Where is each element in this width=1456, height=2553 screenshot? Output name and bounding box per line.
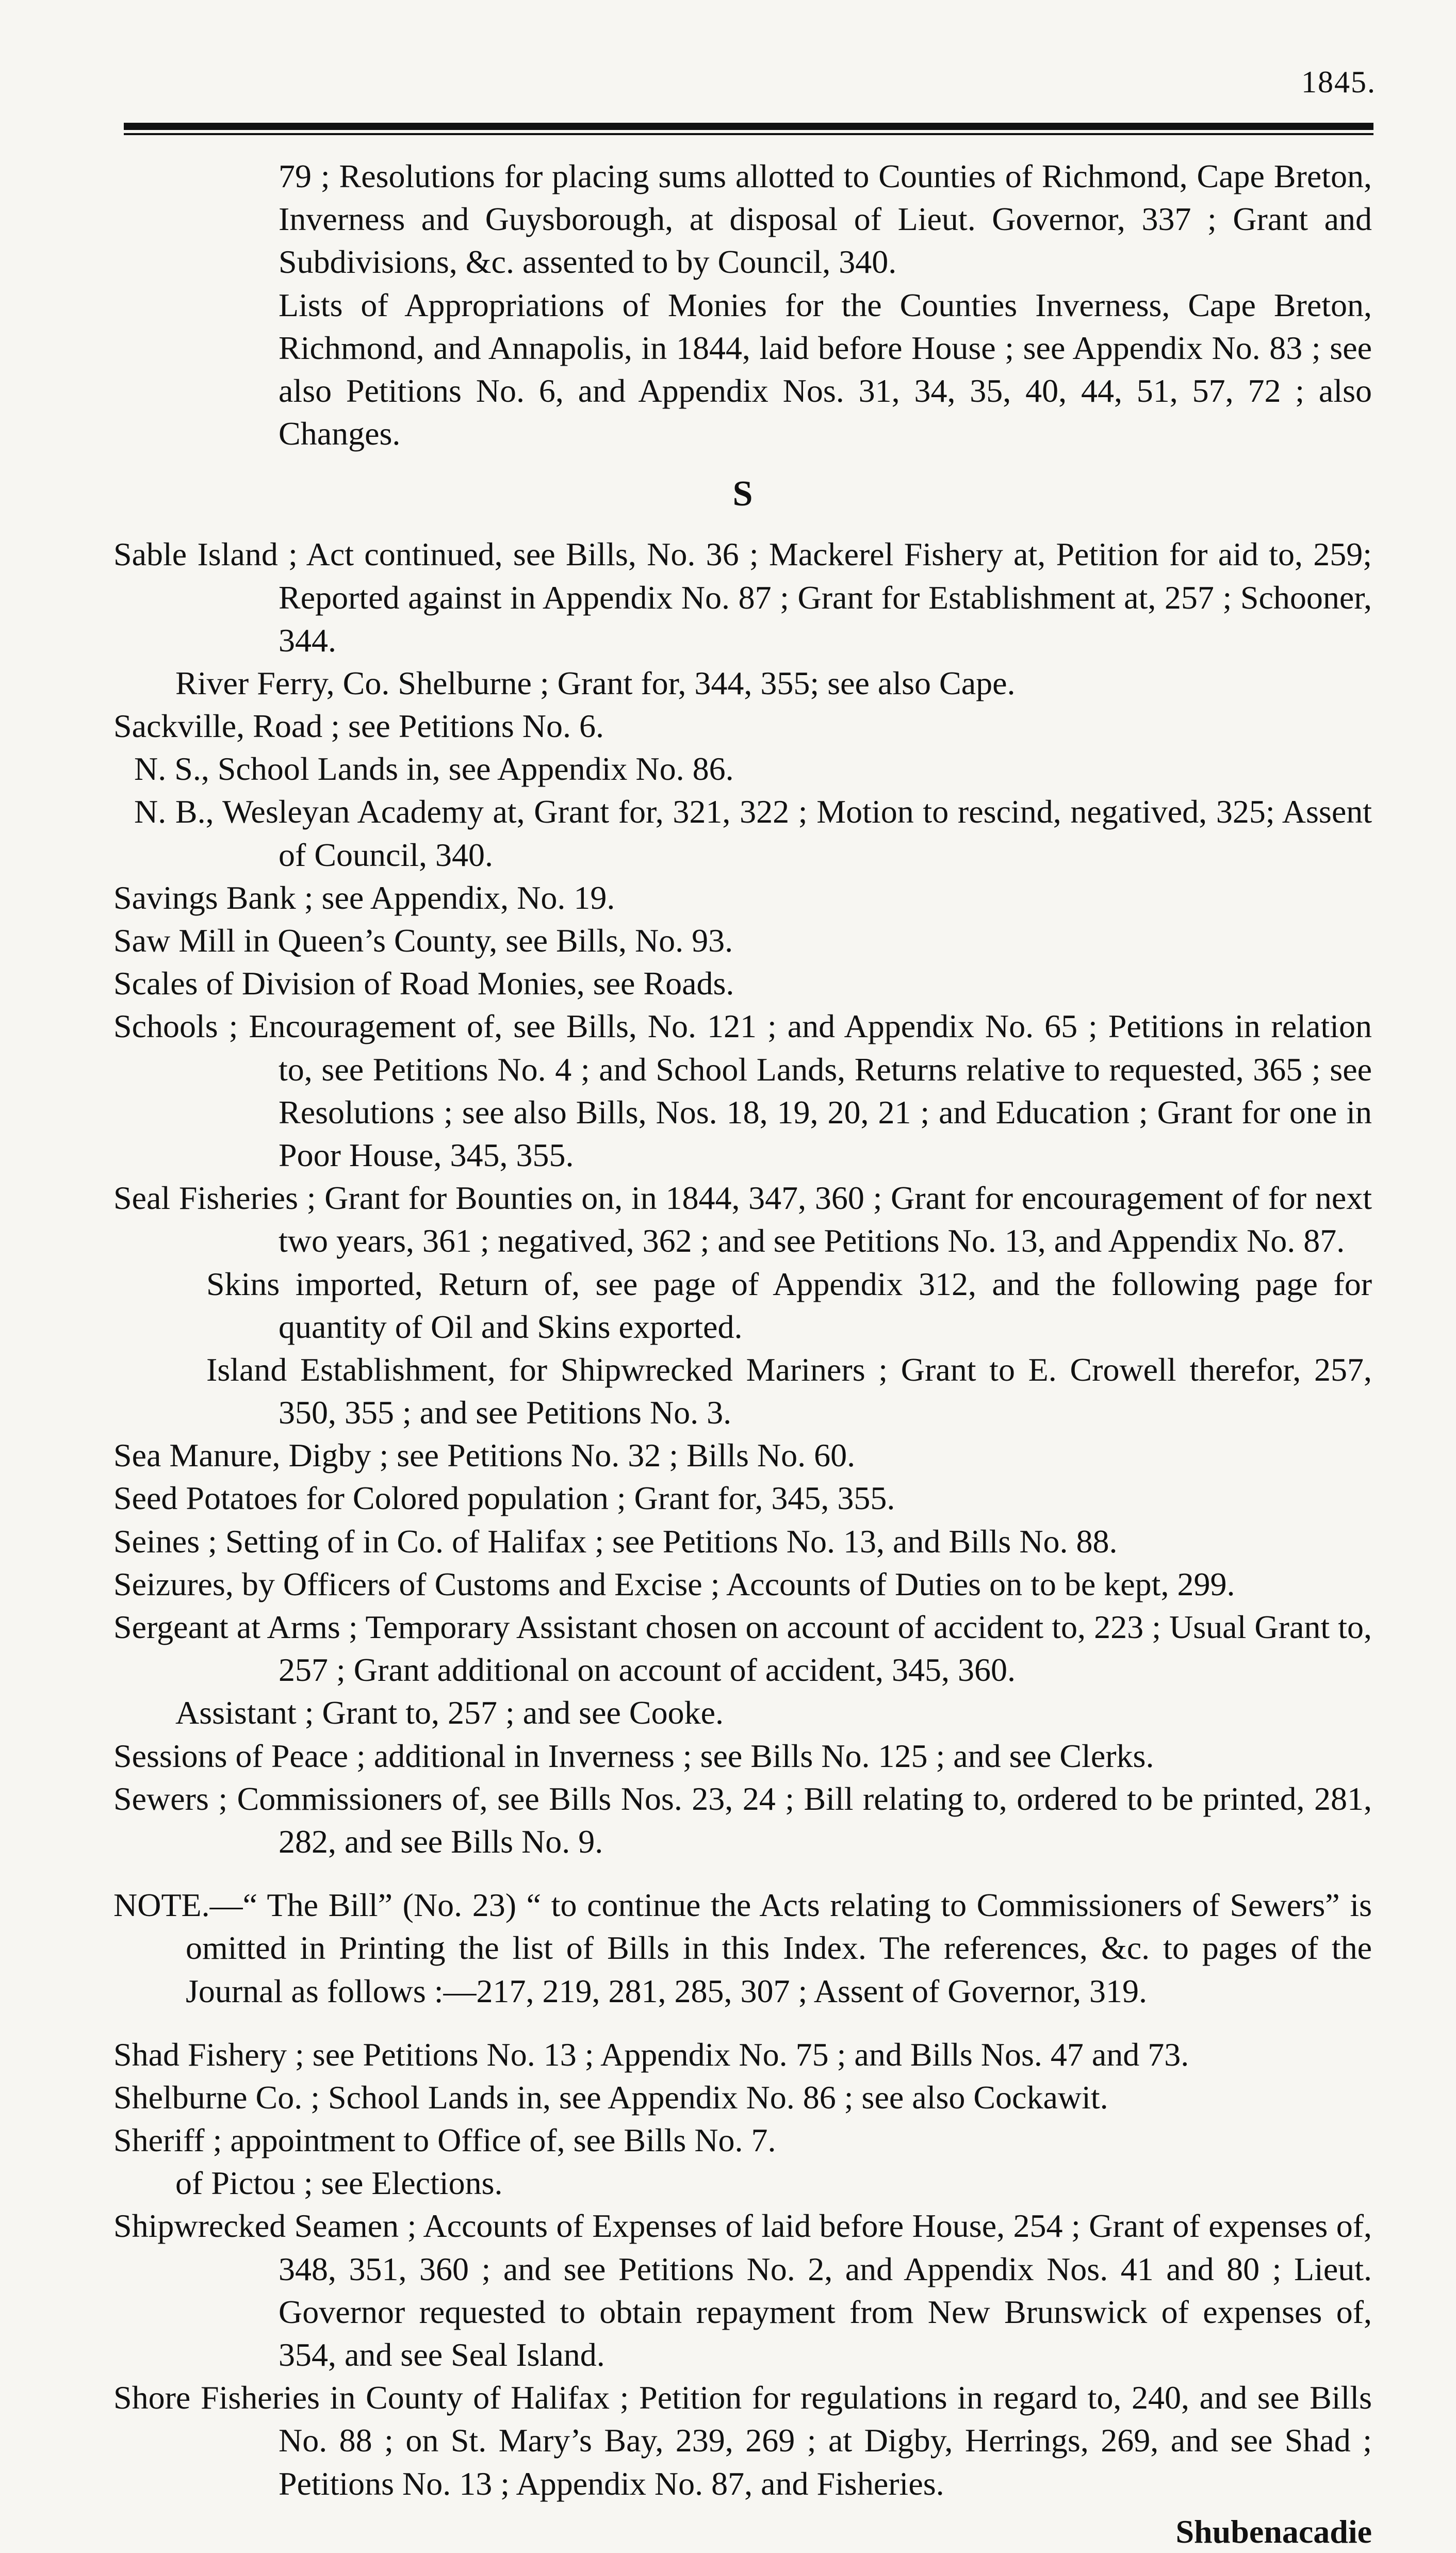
index-subentry: N. S., School Lands in, see Appendix No. 86. [134,750,734,788]
index-entry: Saw Mill in Queen’s County, see Bills, No. 93. [113,922,733,959]
index-entry: Seizures, by Officers of Customs and Excise ; Accounts of Duties on to be kept, 299. [113,1565,1235,1602]
index-entry: Shore Fisheries in County of Halifax ; Petition for regulations in regard to, 240, and see Bills No. 88 ; on St. Mary’s Bay, 239, 269 ; at Digby, Herrings, 269, and see Shad ; Petitions No. 13 ; Appendix No. 87, and Fisheries. [113,2379,1372,2502]
index-entry: Seed Potatoes for Colored population ; Grant for, 345, 355. [113,1480,895,1517]
index-subentry: Assistant ; Grant to, 257 ; and see Cooke. [175,1694,724,1731]
index-subentry: Island Establishment, for Shipwrecked Mariners ; Grant to E. Crowell therefor, 257, 350, 355 ; and see Petitions No. 3. [206,1351,1372,1431]
index-entry: Scales of Division of Road Monies, see Roads. [113,965,734,1002]
page-number: 1845. [1301,65,1376,99]
index-entry: Sea Manure, Digby ; see Petitions No. 32 ; Bills No. 60. [113,1437,856,1474]
index-entry: Seal Fisheries ; Grant for Bounties on, in 1844, 347, 360 ; Grant for encouragement of for next two years, 361 ; negatived, 362 ; and see Petitions No. 13, and Appendix No. 87. [113,1180,1372,1259]
continued-entry: 79 ; Resolutions for placing sums allotted to Counties of Richmond, Cape Breton, Inverness and Guysborough, at disposal of Lieut. Governor, 337 ; Grant and Subdivisions, &c. assented to by Council, 340. [279,158,1372,281]
header-rule-thin [124,133,1373,135]
index-subentry: N. B., Wesleyan Academy at, Grant for, 321, 322 ; Motion to rescind, negatived, 325; Assent of Council, 340. [134,793,1372,873]
index-entry: Seines ; Setting of in Co. of Halifax ; see Petitions No. 13, and Bills No. 88. [113,1523,1118,1560]
index-entry: Sheriff ; appointment to Office of, see Bills No. 7. [113,2122,776,2159]
index-entry: Sergeant at Arms ; Temporary Assistant chosen on account of accident to, 223 ; Usual Grant to, 257 ; Grant additional on account of accident, 345, 360. [113,1609,1372,1689]
continued-entry: Lists of Appropriations of Monies for the Counties Inverness, Cape Breton, Richmond, and Annapolis, in 1844, laid before House ; see Appendix No. 83 ; see also Petitions No. 6, and Appendix Nos. 31, 34, 35, 40, 44, 51, 57, 72 ; also Changes. [279,286,1372,452]
index-entry: Sewers ; Commissioners of, see Bills Nos. 23, 24 ; Bill relating to, ordered to be printed, 281, 282, and see Bills No. 9. [113,1780,1372,1860]
section-letter: S [732,474,753,514]
index-entry: Shipwrecked Seamen ; Accounts of Expenses of laid before House, 254 ; Grant of expenses of, 348, 351, 360 ; and see Petitions No. 2, and Appendix Nos. 41 and 80 ; Lieut. Governor requested to obtain repayment from New Brunswick of expenses of, 354, and see Seal Island. [113,2207,1372,2373]
index-subentry: River Ferry, Co. Shelburne ; Grant for, 344, 355; see also Cape. [175,664,1016,701]
index-content [113,155,1372,2553]
index-entry: Savings Bank ; see Appendix, No. 19. [113,879,615,916]
index-subentry: of Pictou ; see Elections. [175,2165,503,2202]
catchword: Shubenacadie [1175,2513,1372,2550]
index-entry: Sable Island ; Act continued, see Bills, No. 36 ; Mackerel Fishery at, Petition for aid to, 259; Reported against in Appendix No. 87 ; Grant for Establishment at, 257 ; Schooner, 344. [113,536,1372,659]
index-entries [113,533,1372,2505]
index-entry: Sackville, Road ; see Petitions No. 6. [113,708,604,745]
index-entry: Schools ; Encouragement of, see Bills, No. 121 ; and Appendix No. 65 ; Petitions in relation to, see Petitions No. 4 ; and School Lands, Returns relative to requested, 365 ; see Resolutions ; see also Bills, Nos. 18, 19, 20, 21 ; and Education ; Grant for one in Poor House, 345, 355. [113,1008,1372,1173]
index-entry: Shad Fishery ; see Petitions No. 13 ; Appendix No. 75 ; and Bills Nos. 47 and 73. [113,2036,1189,2073]
index-entry: Shelburne Co. ; School Lands in, see Appendix No. 86 ; see also Cockawit. [113,2079,1108,2116]
index-entry: Sessions of Peace ; additional in Inverness ; see Bills No. 125 ; and see Clerks. [113,1737,1154,1774]
header-rule-thick [124,123,1373,130]
index-note: NOTE.—“ The Bill” (No. 23) “ to continue the Acts relating to Commissioners of Sewers” is omitted in Printing the list of Bills in this Index. The references, &c. to pages of the Journal as follows :—217, 219, 281, 285, 307 ; Assent of Governor, 319. [113,1887,1372,2009]
index-subentry: Skins imported, Return of, see page of Appendix 312, and the following page for quantity of Oil and Skins exported. [206,1265,1372,1345]
